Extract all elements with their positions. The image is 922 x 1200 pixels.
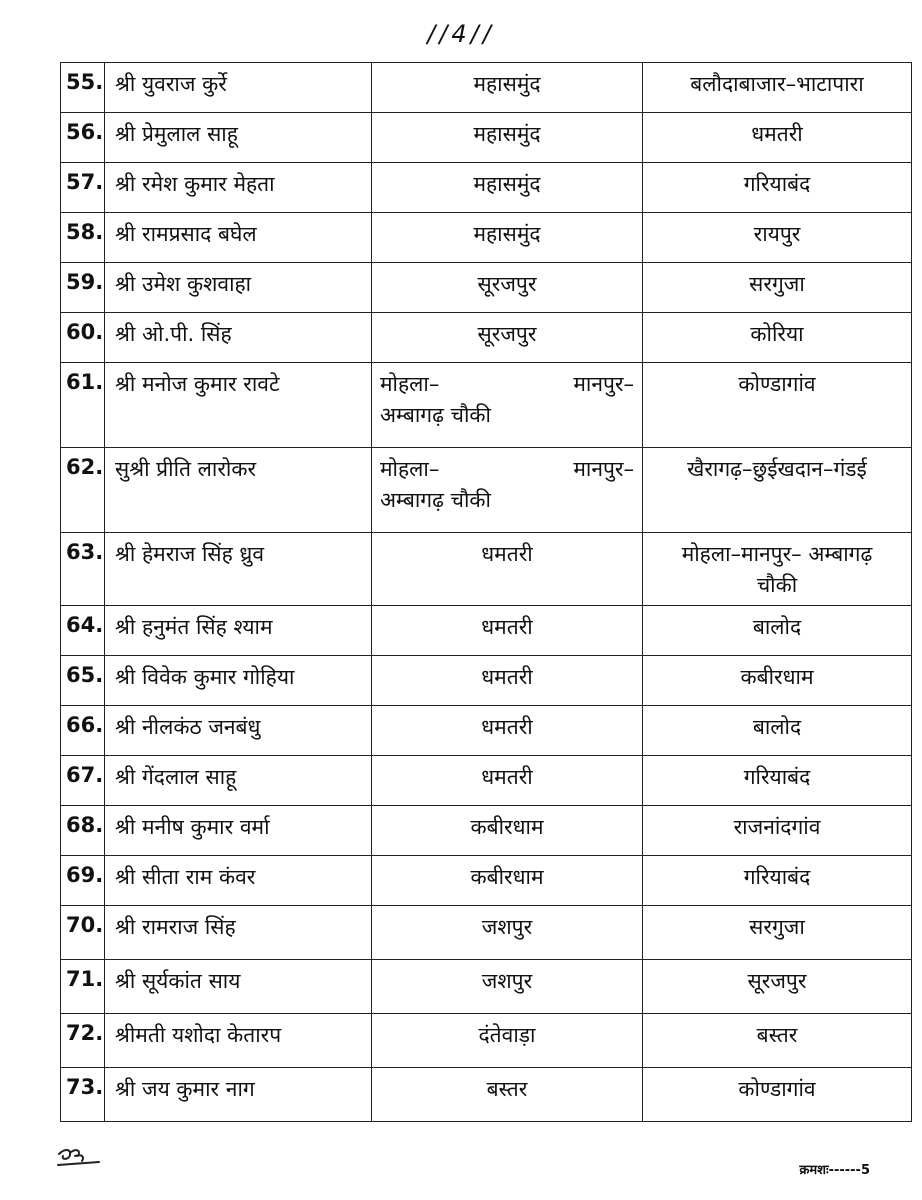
transferred-to-cell: गरियाबंद [643, 756, 912, 806]
transferred-to-line2: चौकी [756, 573, 798, 597]
transferred-to-cell: कोरिया [643, 313, 912, 363]
posted-from: मोहला– मानपुर– [380, 457, 634, 481]
posted-from-cell [372, 448, 643, 533]
posted-from-line2: अम्बागढ़ चौकी [380, 403, 491, 427]
transferred-to: मोहला–मानपुर– अम्बागढ़ [681, 542, 873, 566]
employee-name: श्री नीलकंठ जनबंधु [105, 706, 372, 756]
transferred-to-cell: कोण्डागांव [643, 1068, 912, 1122]
posted-from-cell: धमतरी [372, 606, 643, 656]
employee-name: श्री रामराज सिंह [105, 906, 372, 960]
table-row [61, 960, 912, 1014]
serial-number: 66. [61, 706, 105, 756]
employee-name: श्री विवेक कुमार गोहिया [105, 656, 372, 706]
table-row [61, 533, 912, 606]
serial-number: 73. [61, 1068, 105, 1122]
transferred-to-cell: धमतरी [643, 113, 912, 163]
table-row [61, 906, 912, 960]
serial-number: 61. [61, 363, 105, 448]
serial-number: 67. [61, 756, 105, 806]
serial-number: 57. [61, 163, 105, 213]
employee-name: सुश्री प्रीति लारोकर [105, 448, 372, 533]
table-row [61, 756, 912, 806]
employee-name: श्री सूर्यकांत साय [105, 960, 372, 1014]
transferred-to-cell: बलौदाबाजार–भाटापारा [643, 63, 912, 113]
transferred-to-cell: कोण्डागांव [643, 363, 912, 448]
transferred-to-cell: सरगुजा [643, 906, 912, 960]
table-row [61, 1068, 912, 1122]
serial-number: 62. [61, 448, 105, 533]
posted-from-cell: धमतरी [372, 533, 643, 606]
employee-name: श्री मनोज कुमार रावटे [105, 363, 372, 448]
table-row [61, 656, 912, 706]
posted-from-cell: सूरजपुर [372, 263, 643, 313]
serial-number: 60. [61, 313, 105, 363]
initials-signature [55, 1145, 101, 1171]
transferred-to-cell [643, 533, 912, 606]
serial-number: 56. [61, 113, 105, 163]
table-row [61, 448, 912, 533]
posted-from-cell: धमतरी [372, 656, 643, 706]
continued-note: क्रमशः------5 [799, 1163, 870, 1178]
table-row [61, 213, 912, 263]
transferred-to-cell: गरियाबंद [643, 163, 912, 213]
posted-from: मोहला– मानपुर– [380, 372, 634, 396]
table-row [61, 63, 912, 113]
serial-number: 58. [61, 213, 105, 263]
posted-from-cell: जशपुर [372, 960, 643, 1014]
table-row [61, 1014, 912, 1068]
serial-number: 71. [61, 960, 105, 1014]
transferred-to-cell: खैरागढ़–छुईखदान–गंडई [643, 448, 912, 533]
employee-name: श्री जय कुमार नाग [105, 1068, 372, 1122]
posted-from-cell: दंतेवाड़ा [372, 1014, 643, 1068]
transferred-to-cell: राजनांदगांव [643, 806, 912, 856]
table-row [61, 313, 912, 363]
posted-from-cell: महासमुंद [372, 163, 643, 213]
table-row [61, 263, 912, 313]
serial-number: 63. [61, 533, 105, 606]
table-row [61, 856, 912, 906]
serial-number: 65. [61, 656, 105, 706]
transferred-to-cell: बालोद [643, 606, 912, 656]
transferred-to-cell: सूरजपुर [643, 960, 912, 1014]
employee-name: श्री सीता राम कंवर [105, 856, 372, 906]
serial-number: 59. [61, 263, 105, 313]
serial-number: 70. [61, 906, 105, 960]
posted-from-cell: महासमुंद [372, 213, 643, 263]
table-row [61, 163, 912, 213]
serial-number: 68. [61, 806, 105, 856]
posted-from-cell: महासमुंद [372, 63, 643, 113]
table-row [61, 706, 912, 756]
transferred-to-cell: बालोद [643, 706, 912, 756]
table-row [61, 806, 912, 856]
serial-number: 64. [61, 606, 105, 656]
posted-from-line2: अम्बागढ़ चौकी [380, 488, 491, 512]
employee-name: श्री गेंदलाल साहू [105, 756, 372, 806]
transfer-table [60, 62, 912, 1122]
employee-name: श्री हेमराज सिंह ध्रुव [105, 533, 372, 606]
posted-from-cell: सूरजपुर [372, 313, 643, 363]
posted-from-cell [372, 363, 643, 448]
transferred-to-cell: सरगुजा [643, 263, 912, 313]
employee-name: श्री प्रेमुलाल साहू [105, 113, 372, 163]
posted-from-cell: जशपुर [372, 906, 643, 960]
posted-from-cell: बस्तर [372, 1068, 643, 1122]
serial-number: 72. [61, 1014, 105, 1068]
serial-number: 69. [61, 856, 105, 906]
employee-name: श्री उमेश कुशवाहा [105, 263, 372, 313]
employee-name: श्री रामप्रसाद बघेल [105, 213, 372, 263]
transferred-to-cell: रायपुर [643, 213, 912, 263]
posted-from-cell: धमतरी [372, 706, 643, 756]
employee-name: श्री रमेश कुमार मेहता [105, 163, 372, 213]
page-number-marker: //4// [427, 20, 495, 48]
transferred-to-cell: कबीरधाम [643, 656, 912, 706]
posted-from-cell: कबीरधाम [372, 856, 643, 906]
employee-name: श्री मनीष कुमार वर्मा [105, 806, 372, 856]
employee-name: श्रीमती यशोदा केतारप [105, 1014, 372, 1068]
employee-name: श्री ओ.पी. सिंह [105, 313, 372, 363]
transferred-to-cell: गरियाबंद [643, 856, 912, 906]
serial-number: 55. [61, 63, 105, 113]
employee-name: श्री युवराज कुर्रे [105, 63, 372, 113]
employee-name: श्री हनुमंत सिंह श्याम [105, 606, 372, 656]
table-row [61, 363, 912, 448]
table-row [61, 113, 912, 163]
posted-from-cell: महासमुंद [372, 113, 643, 163]
posted-from-cell: धमतरी [372, 756, 643, 806]
table-row [61, 606, 912, 656]
posted-from-cell: कबीरधाम [372, 806, 643, 856]
transferred-to-cell: बस्तर [643, 1014, 912, 1068]
